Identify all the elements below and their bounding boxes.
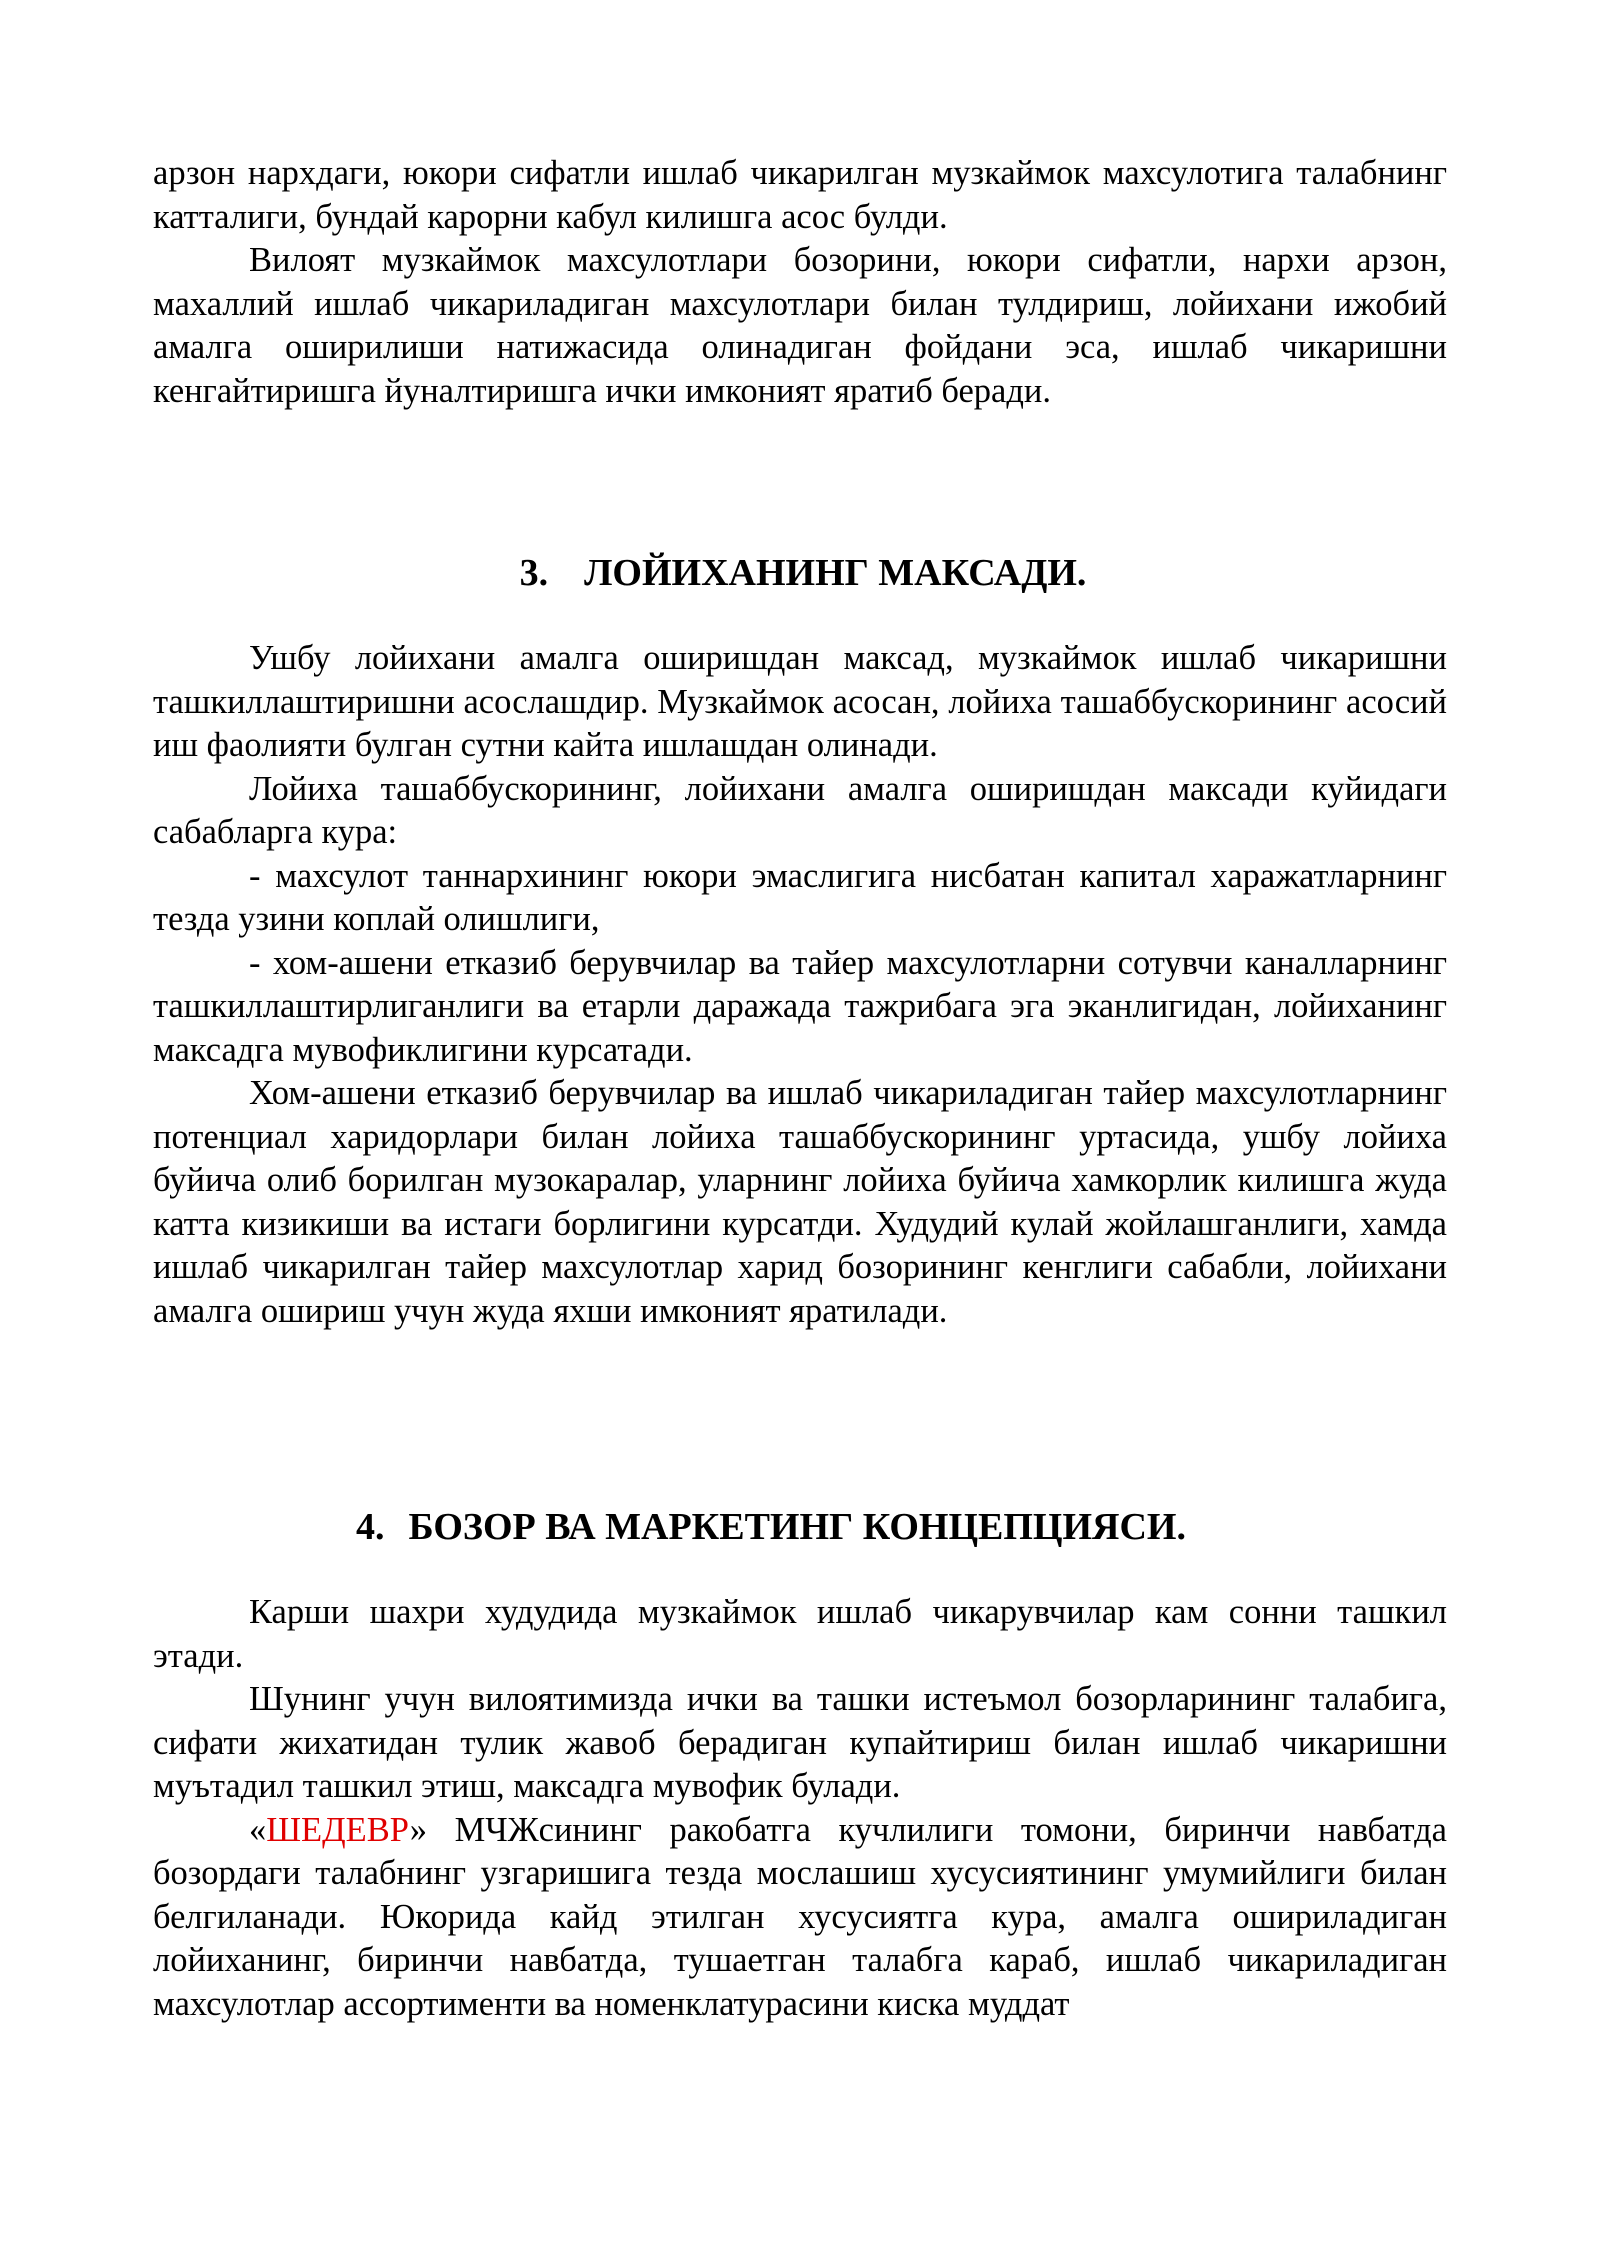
section-3-heading xyxy=(153,549,1447,597)
section-4-number: 4. xyxy=(356,1506,385,1548)
open-quote: « xyxy=(249,1810,267,1849)
section-4-title: БОЗОР ВА МАРКЕТИНГ КОНЦЕПЦИЯСИ. xyxy=(408,1506,1186,1548)
section-4-heading xyxy=(153,1503,1447,1551)
section-3-paragraph-3: Хом-ашени етказиб берувчилар ва ишлаб чикариладиган тайер махсулотларнинг потенциал харидорлари билан лойиха ташаббускорининг уртасида, ушбу лойиха буйича олиб борилган музокаралар, уларнинг лойиха буйича хамкорлик килишга жуда катта кизикиши ва истаги борлигини курсатди. Худудий кулай жойлашганлиги, хамда ишлаб чикарилган тайер махсулотлар харид бозорининг кенглиги сабабли, лойихани амалга ошириш учун жуда яхши имконият яратилади. xyxy=(153,1074,1447,1330)
section-3-bullet-2: - хом-ашени етказиб берувчилар ва тайер махсулотларни сотувчи каналларнинг ташкиллаштирлиганлиги ва етарли даражада тажрибага эга эканлигидан, лойиханинг максадга мувофиклигини курсатади. xyxy=(153,943,1447,1069)
intro-paragraph-1: арзон нархдаги, юкори сифатли ишлаб чикарилган музкаймок махсулотига талабнинг катталиги, бундай карорни кабул килишга асос булди. xyxy=(153,154,1447,236)
section-3-title: ЛОЙИХАНИНГ МАКСАДИ. xyxy=(584,552,1087,594)
section-3-bullet-1: - махсулот таннархининг юкори эмаслигига нисбатан капитал харажатларнинг тезда узини коплай олишлиги, xyxy=(153,856,1447,938)
company-brand-name: ШЕДЕВР xyxy=(266,1810,410,1849)
section-3-number: 3. xyxy=(519,552,549,594)
section-4-paragraph-3 xyxy=(153,1809,1447,2027)
section-4-paragraph-3-text: » МЧЖсининг ракобатга кучлилиги томони, биринчи навбатда бозордаги талабнинг узгаришига тезда мослашиш хусусиятининг умумийлиги билан белгиланади. Юкорида кайд этилган хусусиятга кура, амалга ошириладиган лойиханинг, биринчи навбатда, тушаетган талабга караб, ишлаб чикариладиган махсулотлар ассортименти ва номенклатурасини киска муддат xyxy=(153,1810,1447,2023)
section-3-paragraph-2: Лойиха ташаббускорининг, лойихани амалга оширишдан максади куйидаги сабабларга кура: xyxy=(153,769,1447,851)
intro-paragraph-2: Вилоят музкаймок махсулотлари бозорини, юкори сифатли, нархи арзон, махаллий ишлаб чикариладиган махсулотлари билан тулдириш, лойихани ижобий амалга оширилиши натижасида олинадиган фойдани эса, ишлаб чикаришни кенгайтиришга йуналтиришга ички имконият яратиб беради. xyxy=(153,241,1447,410)
section-3-paragraph-1: Ушбу лойихани амалга оширишдан максад, музкаймок ишлаб чикаришни ташкиллаштиришни асослашдир. Музкаймок асосан, лойиха ташаббускорининг асосий иш фаолияти булган сутни кайта ишлашдан олинади. xyxy=(153,639,1447,764)
section-4-paragraph-2: Шунинг учун вилоятимизда ички ва ташки истеъмол бозорларининг талабига, сифати жихатидан тулик жавоб берадиган купайтириш билан ишлаб чикаришни муътадил ташкил этиш, максадга мувофик булади. xyxy=(153,1680,1447,1805)
document-page xyxy=(153,152,1447,2026)
section-4-paragraph-1: Карши шахри худудида музкаймок ишлаб чикарувчилар кам сонни ташкил этади. xyxy=(153,1593,1447,1675)
